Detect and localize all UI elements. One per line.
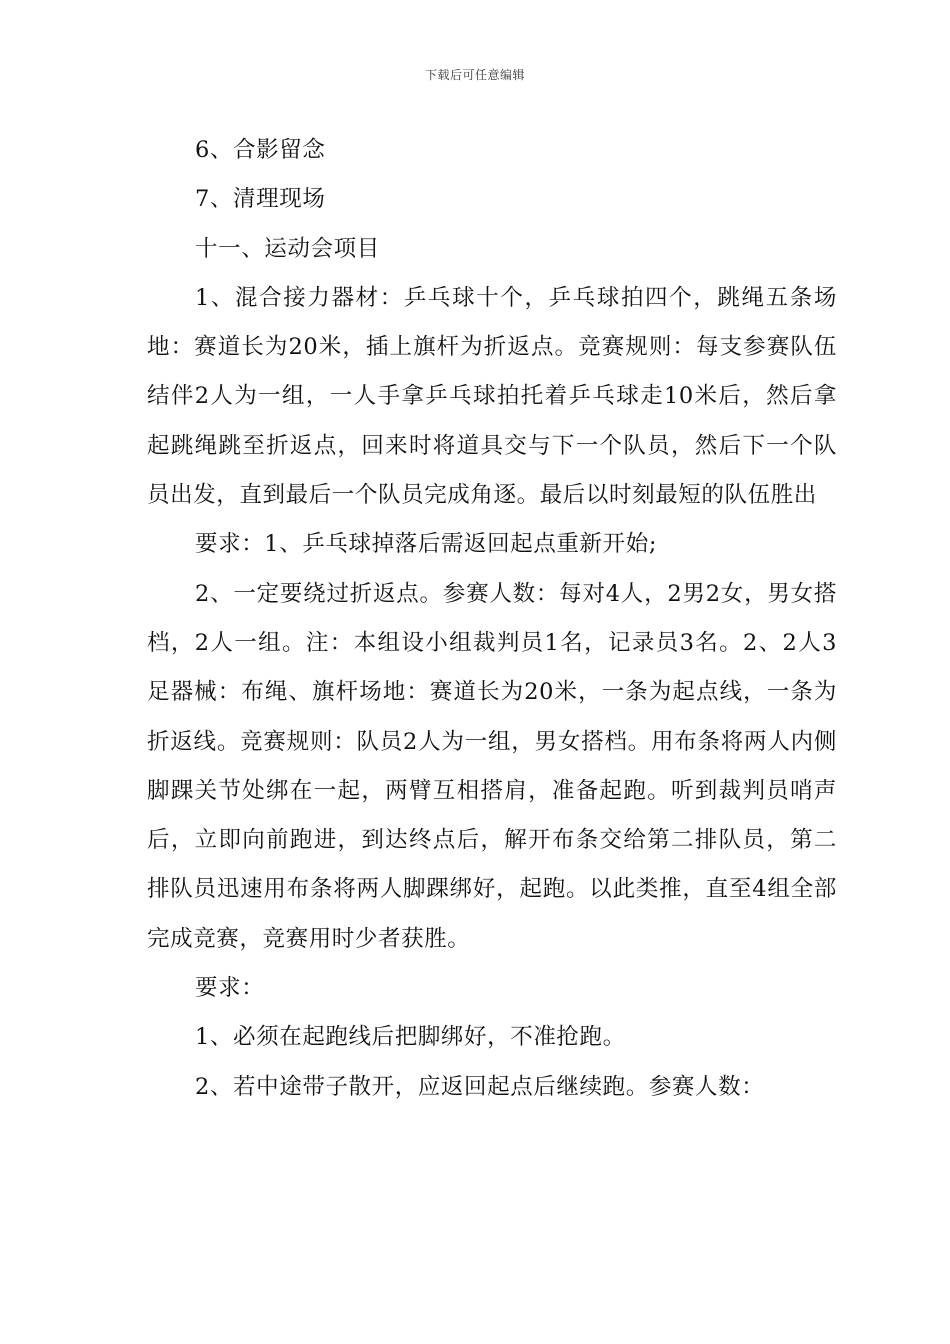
page-header: 下载后可任意编辑: [424, 68, 525, 82]
paragraph-three-legged: 2、一定要绕过折返点。参赛人数：每对4人，2男2女，男女搭档，2人一组。注：本组设小组裁判员1名，记录员3名。2、2人3足器械：布绳、旗杆场地：赛道长为20米，一条为起点线，一条为折返线。竞赛规则：队员2人为一组，男女搭档。用布条将两人内侧脚踝关节处绑在一起，两臂互相搭肩，准备起跑。听到裁判员哨声后，立即向前跑进，到达终点后，解开布条交给第二排队员，第二排队员迅速用布条将两人脚踝绑好，起跑。以此类推，直至4组全部完成竞赛，竞赛用时少者获胜。: [147, 580, 837, 952]
paragraph-requirement-2: 2、若中途带子散开，应返回起点后继续跑。参赛人数：: [195, 1073, 765, 1100]
paragraph-requirement-1: 1、必须在起跑线后把脚绑好，不准抢跑。: [195, 1024, 626, 1051]
section-heading-events: 十一、运动会项目: [195, 235, 380, 262]
paragraph-closing-photo: 6、合影留念: [195, 137, 326, 163]
document-body: [147, 126, 837, 1112]
paragraph-cleanup: 7、清理现场: [195, 186, 326, 213]
paragraph-mixed-relay: 1、混合接力器材：乒乓球十个，乒乓球拍四个，跳绳五条场地：赛道长为20米，插上旗杆为折返点。竞赛规则：每支参赛队伍结伴2人为一组，一人手拿乒乓球拍托着乒乓球走10米后，然后拿起跳绳跳至折返点，回来时将道具交与下一个队员，然后下一个队员出发，直到最后一个队员完成角逐。最后以时刻最短的队伍胜出: [147, 284, 837, 509]
paragraph-requirements-heading: 要求：: [195, 975, 265, 1002]
paragraph-relay-requirements: 要求：1、乒乓球掉落后需返回起点重新开始;: [195, 531, 657, 558]
